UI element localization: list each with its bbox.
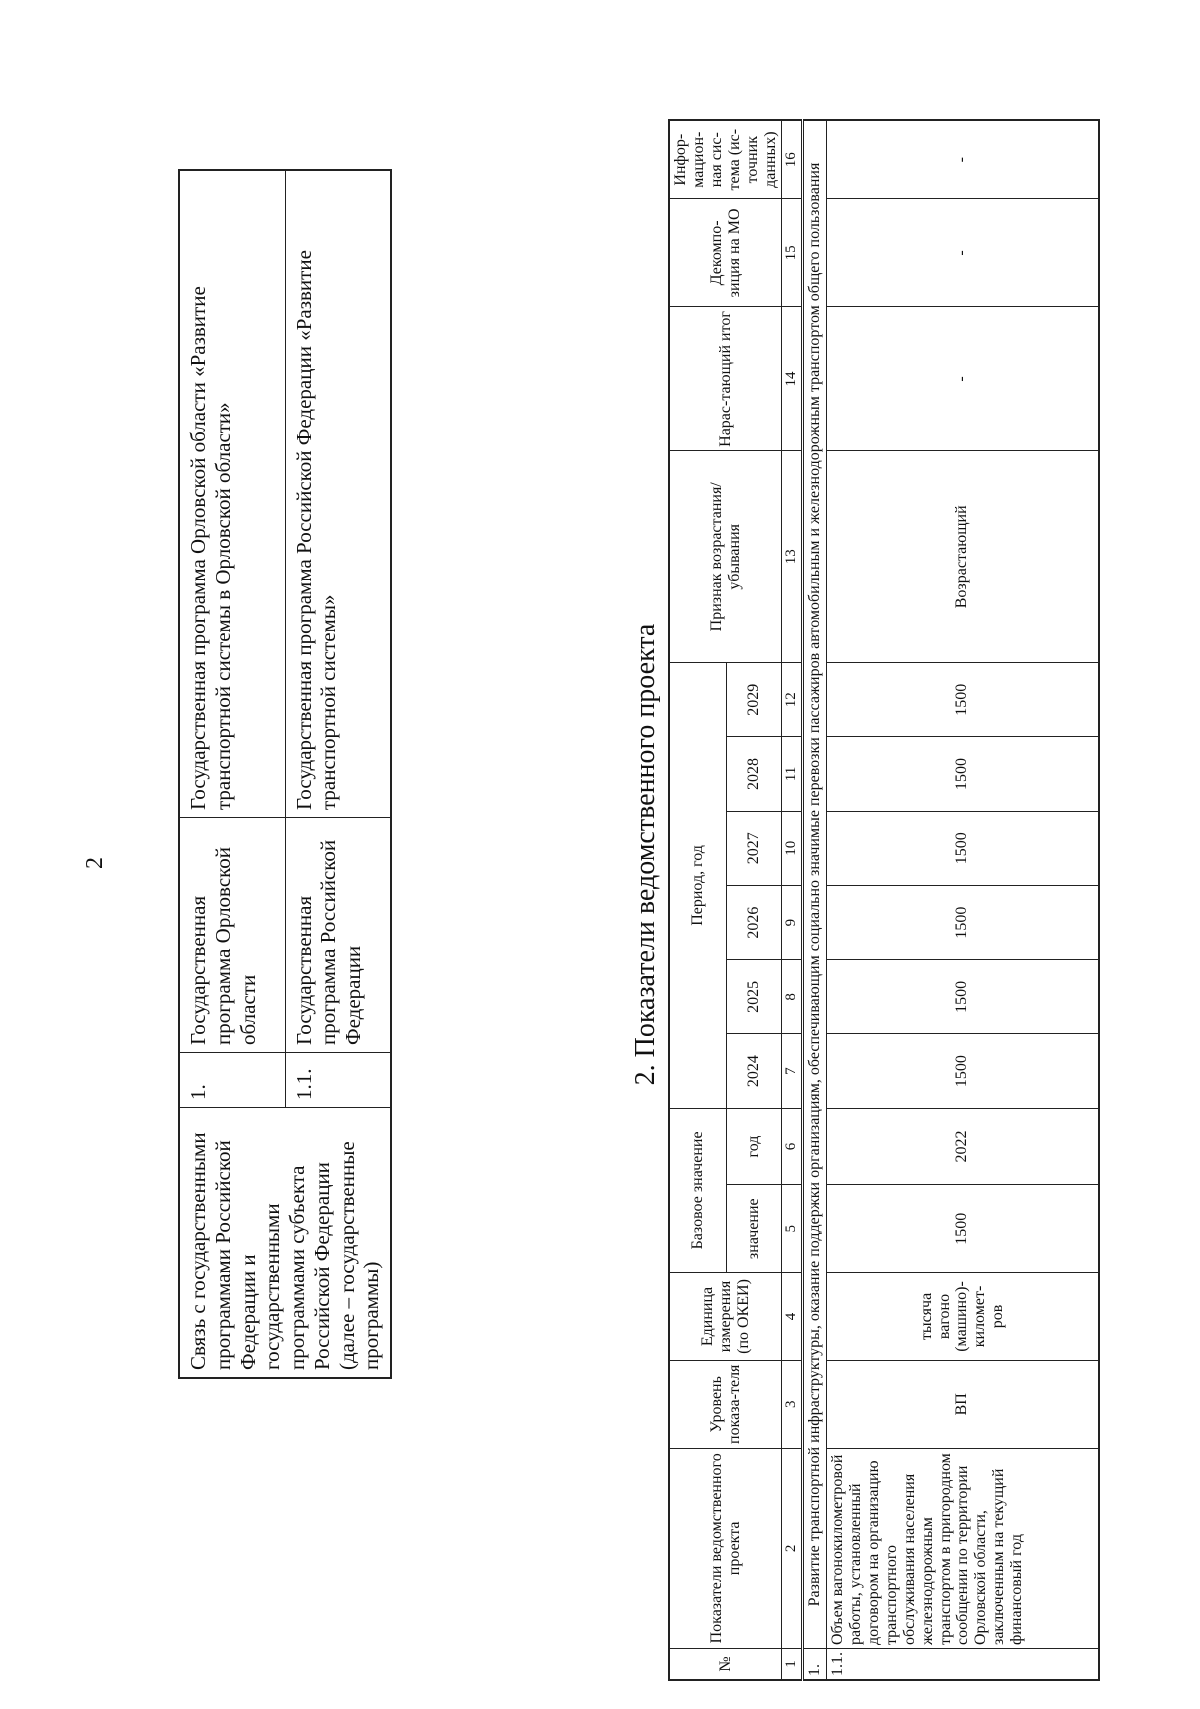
table-row [827, 120, 1099, 1680]
column-number: 1 [782, 1649, 803, 1681]
row-trend: Возрастающий [827, 451, 1099, 663]
col-year-header: 2026 [726, 885, 782, 959]
row-year-value: 1500 [827, 885, 1099, 959]
row-num: 1.1. [827, 1649, 1099, 1681]
link-full: Государственная программа Российской Федерации «Развитие транспортной системы» [285, 170, 391, 818]
column-number: 14 [782, 307, 803, 451]
row-year-value: 1500 [827, 737, 1099, 811]
row-level: ВП [827, 1360, 1099, 1448]
col-unit-header: Единица измерения (по ОКЕИ) [669, 1273, 782, 1361]
page-number: 2 [82, 857, 108, 869]
row-cumulative: - [827, 307, 1099, 451]
column-number: 11 [782, 737, 803, 811]
column-number: 9 [782, 885, 803, 959]
column-number: 15 [782, 199, 803, 307]
col-info-system-header: Инфор-мацион-ная сис-тема (ис-точник данных) [669, 120, 782, 199]
column-number: 8 [782, 960, 803, 1034]
col-year-header: 2027 [726, 811, 782, 885]
column-number: 5 [782, 1185, 803, 1273]
col-num-header: № [669, 1649, 782, 1681]
col-base-header: Базовое значение [669, 1108, 726, 1272]
row-indicator: Объем вагонокилометровой работы, установленный договором на организацию транспортного обслуживания населения железнодорожным транспортом в пригородном сообщении по территории Орловской области, заключенным на текущий финансовый год [827, 1448, 1099, 1648]
column-number: 12 [782, 663, 803, 737]
column-number: 4 [782, 1273, 803, 1361]
col-indicator-header: Показатели ведомственного проекта [669, 1448, 782, 1648]
table-row [179, 170, 285, 1378]
column-number: 3 [782, 1360, 803, 1448]
column-number: 2 [782, 1448, 803, 1648]
column-number: 13 [782, 451, 803, 663]
col-cumulative-header: Нарас-тающий итог [669, 307, 782, 451]
row-base-value: 1500 [827, 1185, 1099, 1273]
col-decomposition-header: Декомпо-зиция на МО [669, 199, 782, 307]
column-numbers-row [782, 120, 803, 1680]
column-number: 10 [782, 811, 803, 885]
row-year-value: 1500 [827, 1034, 1099, 1108]
link-short: Государственная программа Российской Федерации [285, 818, 391, 1053]
row-base-year: 2022 [827, 1108, 1099, 1185]
col-base-year-header: год [726, 1108, 782, 1185]
row-info-system: - [827, 120, 1099, 199]
link-num: 1.1. [285, 1053, 391, 1108]
section-num: 1. [803, 1649, 827, 1681]
indicators-table [668, 119, 1100, 1681]
column-number: 7 [782, 1034, 803, 1108]
row-decomposition: - [827, 199, 1099, 307]
row-unit: тысяча вагоно (машино)-километ-ров [827, 1273, 1099, 1361]
col-trend-header: Признак возрастания/ убывания [669, 451, 782, 663]
col-year-header: 2024 [726, 1034, 782, 1108]
col-year-header: 2028 [726, 737, 782, 811]
section-title: 2. Показатели ведомственного проекта [630, 623, 661, 1086]
col-period-header: Период, год [669, 663, 726, 1109]
column-number: 16 [782, 120, 803, 199]
section-heading: Развитие транспортной инфраструктуры, оказание поддержки организациям, обеспечивающим социально значимые перевозки пассажиров автомобильным и железнодорожным транспортом общего пользования [803, 120, 827, 1649]
link-num: 1. [179, 1053, 285, 1108]
section-row [803, 120, 827, 1680]
col-year-header: 2025 [726, 960, 782, 1034]
column-number: 6 [782, 1108, 803, 1185]
col-level-header: Уровень показа-теля [669, 1360, 782, 1448]
row-year-value: 1500 [827, 663, 1099, 737]
col-base-value-header: значение [726, 1185, 782, 1273]
row-year-value: 1500 [827, 811, 1099, 885]
programs-link-table [178, 169, 392, 1379]
links-label: Связь с государственными программами Российской Федерации и государственными программами субъекта Российской Федерации (далее – государственные программы) [179, 1108, 391, 1379]
link-short: Государственная программа Орловской области [179, 818, 285, 1053]
header-row [669, 120, 726, 1680]
link-full: Государственная программа Орловской области «Развитие транспортной системы в Орловской области» [179, 170, 285, 818]
col-year-header: 2029 [726, 663, 782, 737]
row-year-value: 1500 [827, 960, 1099, 1034]
